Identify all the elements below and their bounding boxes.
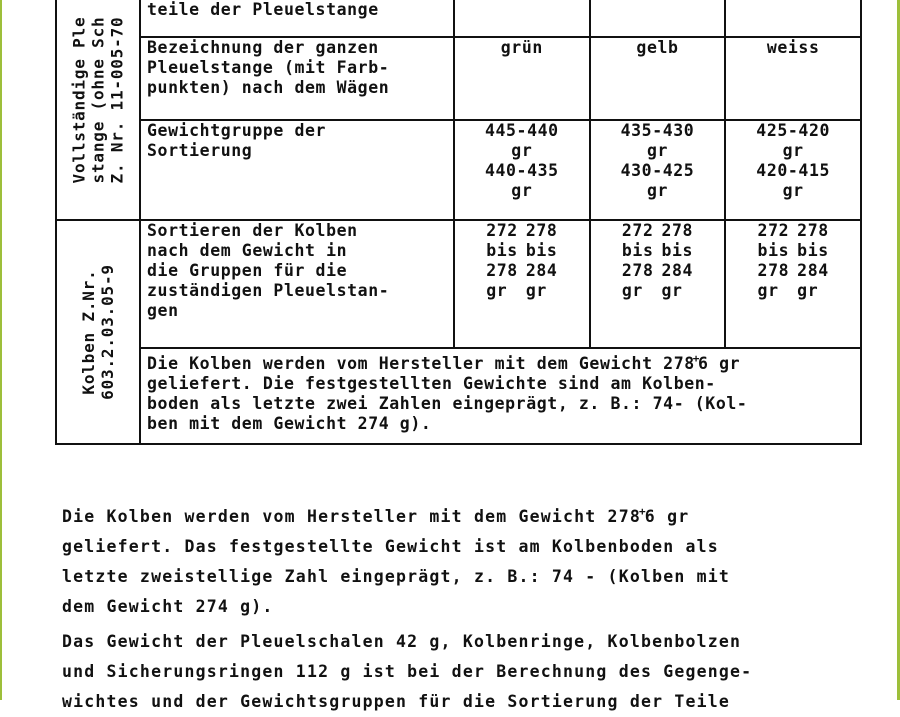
value-cell: weiss <box>725 37 861 120</box>
pleuelstange-side-label <box>56 0 140 220</box>
kolben-side-label <box>56 220 140 444</box>
table-row <box>56 348 861 444</box>
row-description: Bezeichnung der ganzen Pleuelstange (mit Farb- punkten) nach dem Wägen <box>140 37 454 120</box>
paragraph-piston-weight <box>62 497 852 622</box>
side-label-line: stange (ohne Sch <box>88 16 108 183</box>
table-row <box>56 220 861 348</box>
range-column: 278 bis 284 gr <box>797 221 829 300</box>
side-label-line: Z. Nr. 11-005-70 <box>107 16 127 183</box>
weight-sorting-table <box>55 0 862 445</box>
value-cell: grün <box>454 37 590 120</box>
value-cell <box>454 220 590 348</box>
range-column: 278 bis 284 gr <box>525 221 558 300</box>
value-cell: 435-430 gr 430-425 gr <box>590 120 726 220</box>
range-column: 272 bis 278 gr <box>621 221 654 300</box>
side-label-line: 603.2.03.05-9 <box>98 264 117 400</box>
value-cell <box>590 220 726 348</box>
value-cell: gelb <box>590 37 726 120</box>
value-cell: 445-440 gr 440-435 gr <box>454 120 590 220</box>
table-row <box>56 120 861 220</box>
side-label-line: Vollständige Ple <box>69 16 89 183</box>
note-text: Die Kolben werden vom Hersteller mit dem Gewicht 278 <box>147 354 695 373</box>
table-row <box>56 37 861 120</box>
paragraph-text: Die Kolben werden vom Hersteller mit dem Gewicht 278 <box>62 507 641 526</box>
value-cell: 425-420 gr 420-415 gr <box>725 120 861 220</box>
range-column: 272 bis 278 gr <box>486 221 518 300</box>
value-cell <box>590 0 726 37</box>
paragraph-text: 6 gr geliefert. Das festgestellte Gewicht ist am Kolbenboden als letzte zweistellige Zahl eingeprägt, z. B.: 74 - (Kolben mit dem Gewicht 274 g). <box>62 507 731 616</box>
row-description: teile der Pleuelstange <box>140 0 454 37</box>
weight-note <box>140 348 861 444</box>
note-text: 6 gr geliefert. Die festgestellten Gewichte sind am Kolben- boden als letzte zwei Zahlen eingeprägt, z. B.: 74- (Kol- ben mit dem Gewicht 274 g). <box>147 354 748 433</box>
value-cell <box>454 0 590 37</box>
range-column: 272 bis 278 gr <box>757 221 790 300</box>
value-cell <box>725 0 861 37</box>
table-row <box>56 0 861 37</box>
row-description: Sortieren der Kolben nach dem Gewicht in die Gruppen für die zuständigen Pleuelstan- gen <box>140 220 454 348</box>
plus-minus-sign: + <box>638 505 647 518</box>
value-cell <box>725 220 861 348</box>
side-label-line: Kolben Z.Nr. <box>79 269 98 395</box>
plus-minus-sign: + <box>692 352 700 365</box>
range-column: 278 bis 284 gr <box>661 221 694 300</box>
paragraph-bearing-weight: Das Gewicht der Pleuelschalen 42 g, Kolbenringe, Kolbenbolzen und Sicherungsringen 112 g ist bei der Berechnung des Gegenge- wichtes und der Gewichtsgruppen für die Sortierung der Teile <box>62 632 753 711</box>
row-description: Gewichtgruppe der Sortierung <box>140 120 454 220</box>
